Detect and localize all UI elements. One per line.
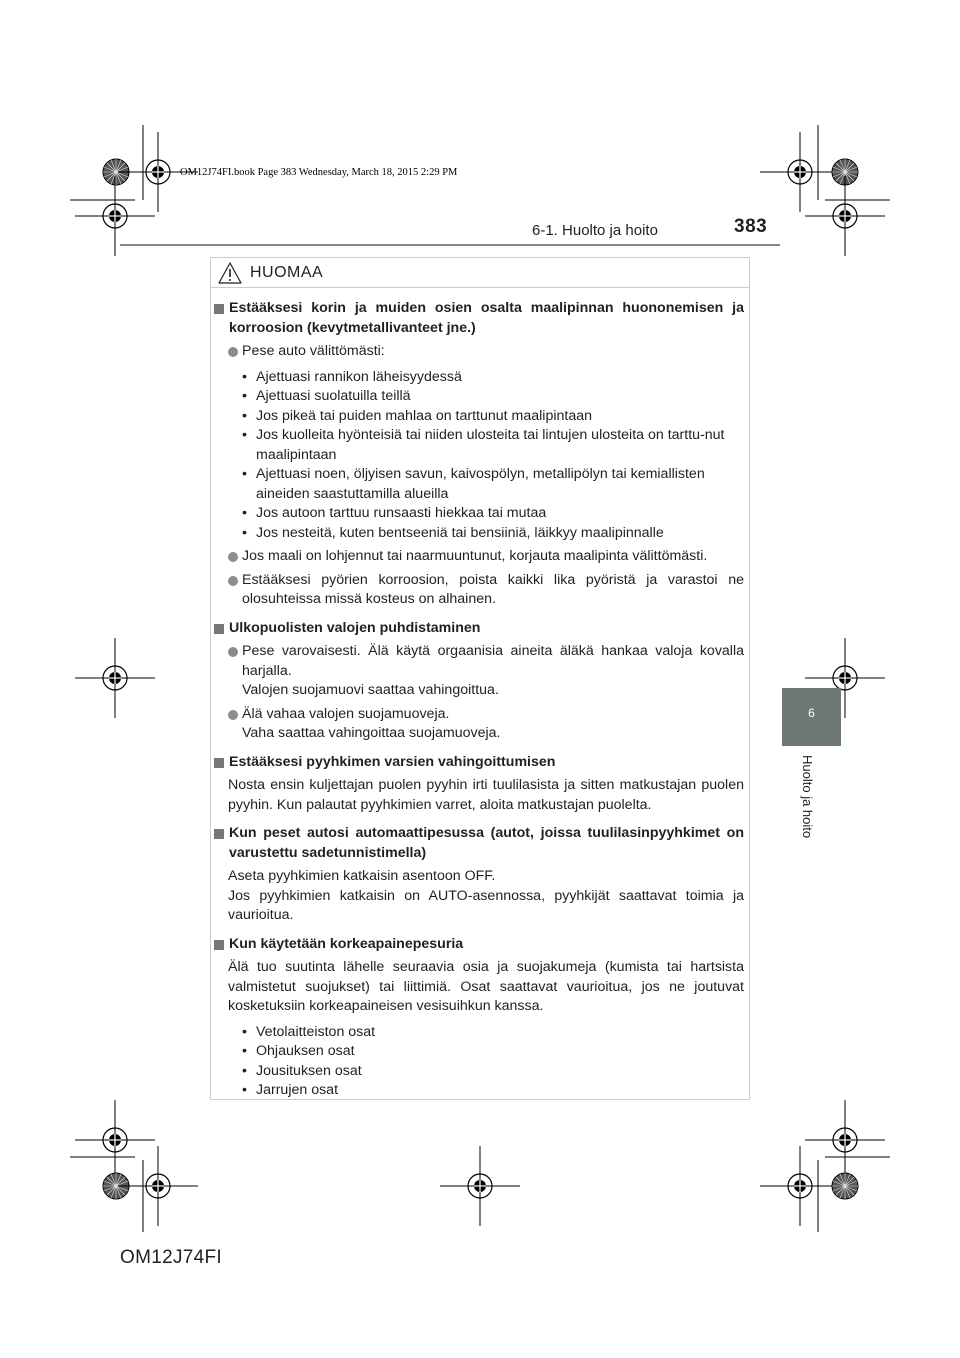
square-bullet-icon bbox=[214, 758, 224, 768]
circle-bullet-icon bbox=[228, 710, 238, 720]
section-text: Aseta pyyhkimien katkaisin asentoon OFF. Jos pyyhkimien katkaisin on AUTO-asennossa, pyyhkijät saattavat toimia ja vaurioitua. bbox=[228, 868, 744, 923]
notice-divider bbox=[211, 287, 749, 288]
bullet-item: • Jos nesteitä, kuten bentseeniä tai bensiiniä, läikkyy maalipinnalle bbox=[242, 524, 664, 541]
notice-section-lights bbox=[214, 619, 744, 744]
bullet-item: • Jos autoon tarttuu runsaasti hiekkaa tai mutaa bbox=[242, 505, 547, 521]
section-heading: Kun peset autosi automaattipesussa (autot, joissa tuulilasinpyyhkimet on varustettu sadetunnistimella) bbox=[214, 824, 744, 863]
square-bullet-icon bbox=[214, 304, 224, 314]
section-text: Nosta ensin kuljettajan puolen pyyhin irti tuulilasista ja sitten matkustajan puolen pyyhin. Kun palautat pyyhkimien varret, aloita matkustajan puolelta. bbox=[228, 777, 744, 813]
list-item: Estääksesi pyörien korroosion, poista kaikki lika pyöristä ja varastoi ne olosuhteissa missä kosteus on alhainen. bbox=[214, 571, 744, 610]
circle-bullet-icon bbox=[228, 576, 238, 586]
page-number: 383 bbox=[734, 216, 768, 237]
notice-section-car-wash bbox=[214, 824, 744, 926]
chapter-tab[interactable] bbox=[782, 688, 841, 746]
bullet-list bbox=[242, 1023, 744, 1101]
warning-triangle-icon bbox=[218, 262, 242, 284]
circle-bullet-icon bbox=[228, 347, 238, 357]
square-bullet-icon bbox=[214, 940, 224, 950]
registration-wheel-icon bbox=[832, 1173, 858, 1199]
list-item: Pese auto välittömästi: bbox=[214, 342, 744, 362]
square-bullet-icon bbox=[214, 624, 224, 634]
chapter-tab-number: 6 bbox=[808, 706, 815, 720]
bullet-item: • Ajettuasi suolatuilla teillä bbox=[242, 388, 411, 404]
registration-target-icon bbox=[75, 638, 155, 718]
section-heading: Estääksesi pyyhkimen varsien vahingoittumisen bbox=[214, 753, 744, 773]
notice-content bbox=[214, 299, 744, 1110]
section-text: Älä tuo suutinta lähelle seuraavia osia ja suojakumeja (kumista tai hartsista valmistetut suojukset) tai liittimiä. Osat saattavat vaurioitua, jos ne joutuvat kosketuksiin korkeapaineisen vesisuihkun kanssa. bbox=[228, 959, 744, 1014]
bullet-list bbox=[242, 368, 744, 544]
list-item: Jos maali on lohjennut tai naarmuuntunut, korjauta maalipinta välittömästi. bbox=[214, 547, 744, 567]
section-heading: Kun käytetään korkeapainepesuria bbox=[214, 935, 744, 955]
registration-target-icon bbox=[805, 1100, 885, 1180]
bullet-item: • Vetolaitteiston osat bbox=[242, 1023, 376, 1040]
bullet-item: • Ajettuasi noen, öljyisen savun, kaivospölyn, metallipölyn tai kemiallisten aineiden saastuttamilla alueilla bbox=[242, 466, 705, 502]
square-bullet-icon bbox=[214, 829, 224, 839]
bullet-item: • Ohjauksen osat bbox=[242, 1043, 355, 1059]
section-heading: Estääksesi korin ja muiden osien osalta maalipinnan huononemisen ja korroosion (kevytmetallivanteet jne.) bbox=[214, 299, 744, 338]
registration-target-icon bbox=[118, 1146, 198, 1226]
circle-bullet-icon bbox=[228, 647, 238, 657]
chapter-tab-label: Huolto ja hoito bbox=[800, 755, 815, 839]
list-item: Pese varovaisesti. Älä käytä orgaanisia aineita äläkä hankaa valoja kovalla harjalla. Valojen suojamuovi saattaa vahingoittua. bbox=[214, 642, 744, 701]
bullet-item: • Jousituksen osat bbox=[242, 1062, 362, 1079]
print-header: OM12J74FI.book Page 383 Wednesday, March 18, 2015 2:29 PM bbox=[180, 167, 458, 178]
registration-target-icon bbox=[805, 176, 885, 256]
notice-title: HUOMAA bbox=[250, 264, 324, 281]
document-code: OM12J74FI bbox=[120, 1247, 222, 1268]
section-heading: Ulkopuolisten valojen puhdistaminen bbox=[214, 619, 744, 639]
header-rule bbox=[120, 244, 780, 246]
notice-header bbox=[218, 260, 323, 286]
circle-bullet-icon bbox=[228, 552, 238, 562]
notice-section-paint bbox=[214, 299, 744, 610]
registration-target-icon bbox=[440, 1146, 520, 1226]
notice-section-pressure-washer bbox=[214, 935, 744, 1101]
bullet-item: • Jos kuolleita hyönteisiä tai niiden ulosteita tai lintujen ulosteita on tarttu-nut maalipintaan bbox=[242, 427, 725, 463]
bullet-item: • Ajettuasi rannikon läheisyydessä bbox=[242, 368, 462, 385]
section-title: 6-1. Huolto ja hoito bbox=[532, 222, 658, 239]
notice-section-wiper-arms bbox=[214, 753, 744, 816]
bullet-item: • Jarrujen osat bbox=[242, 1082, 339, 1098]
registration-target-icon bbox=[760, 1146, 840, 1226]
bullet-item: • Jos pikeä tai puiden mahlaa on tarttunut maalipintaan bbox=[242, 407, 592, 424]
list-item: Älä vahaa valojen suojamuoveja. Vaha saattaa vahingoittaa suojamuoveja. bbox=[214, 705, 744, 744]
